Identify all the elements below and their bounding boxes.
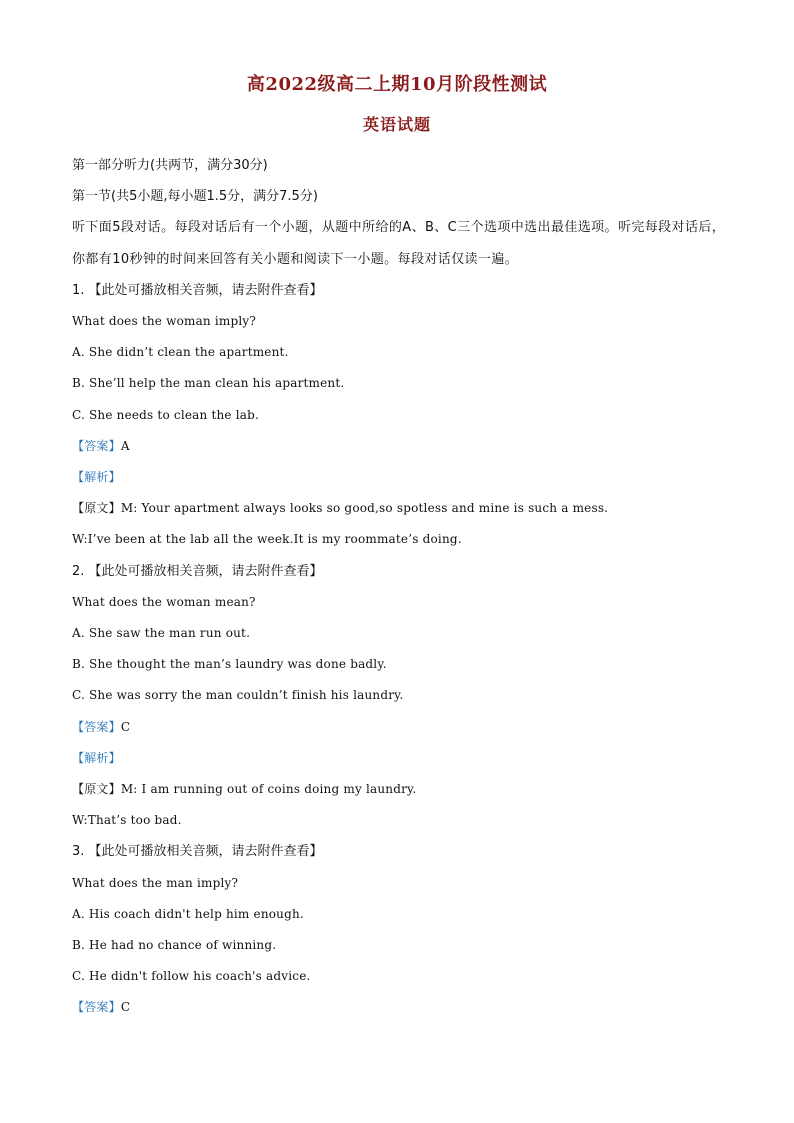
document-title: 高2022级高二上期10月阶段性测试 — [246, 74, 548, 95]
question-2-transcript-line-1 — [72, 774, 727, 805]
answer-value: C — [120, 719, 131, 734]
question-2-text: What does the woman mean? — [72, 594, 256, 609]
question-2-transcript-line-2: W:That’s too bad. — [72, 813, 182, 828]
question-1-transcript-line-1 — [72, 493, 727, 524]
question-1-analysis — [72, 462, 727, 493]
question-2-option-a: A. She saw the man run out. — [72, 626, 251, 641]
original-tag: 【原文】 — [72, 782, 121, 797]
question-2-analysis — [72, 743, 727, 774]
question-3-answer — [72, 992, 727, 1023]
document-body — [72, 150, 727, 1024]
question-1-option-b: B. She’ll help the man clean his apartment. — [72, 376, 345, 391]
question-2-answer — [72, 712, 727, 743]
question-1-option-c: C. She needs to clean the lab. — [72, 407, 260, 422]
answer-tag: 【答案】 — [72, 1000, 121, 1015]
answer-tag: 【答案】 — [72, 438, 121, 453]
question-1-text: What does the woman imply? — [72, 314, 257, 329]
question-3-option-b: B. He had no chance of winning. — [72, 938, 277, 953]
question-2-option-b: B. She thought the man’s laundry was done badly. — [72, 657, 387, 672]
document-subtitle: 英语试题 — [362, 115, 431, 134]
question-3-prompt[interactable]: 3. 【此处可播放相关音频，请去附件查看】 — [72, 844, 323, 860]
analysis-tag: 【解析】 — [72, 750, 121, 765]
question-1-option-a: A. She didn’t clean the apartment. — [72, 345, 289, 360]
transcript-text: M: I am running out of coins doing my laundry. — [120, 782, 417, 797]
question-3-text: What does the man imply? — [72, 875, 239, 890]
question-1-transcript-line-2: W:I’ve been at the lab all the week.It is my roommate’s doing. — [72, 532, 462, 547]
question-3-option-a: A. His coach didn't help him enough. — [72, 906, 304, 921]
question-3-option-c: C. He didn't follow his coach's advice. — [72, 969, 311, 984]
answer-value: C — [120, 1000, 131, 1015]
original-tag: 【原文】 — [72, 501, 121, 516]
question-1-answer — [72, 431, 727, 462]
question-1-prompt[interactable]: 1. 【此处可播放相关音频，请去附件查看】 — [72, 282, 323, 298]
part-heading: 第一部分听力(共两节，满分30分) — [72, 158, 268, 173]
section-heading: 第一节(共5小题,每小题1.5分，满分7.5分) — [72, 189, 318, 205]
answer-value: A — [120, 438, 130, 453]
analysis-tag: 【解析】 — [72, 470, 121, 485]
transcript-text: M: Your apartment always looks so good,so spotless and mine is such a mess. — [120, 501, 609, 516]
answer-tag: 【答案】 — [72, 719, 121, 734]
instructions: 听下面5段对话。每段对话后有一个小题，从题中所给的A、B、C三个选项中选出最佳选项。听完每段对话后，你都有10秒钟的时间来回答有关小题和阅读下一小题。每段对话仅读一遍。 — [72, 220, 726, 267]
question-2-prompt[interactable]: 2. 【此处可播放相关音频，请去附件查看】 — [72, 563, 323, 579]
question-2-option-c: C. She was sorry the man couldn’t finish his laundry. — [72, 688, 404, 703]
